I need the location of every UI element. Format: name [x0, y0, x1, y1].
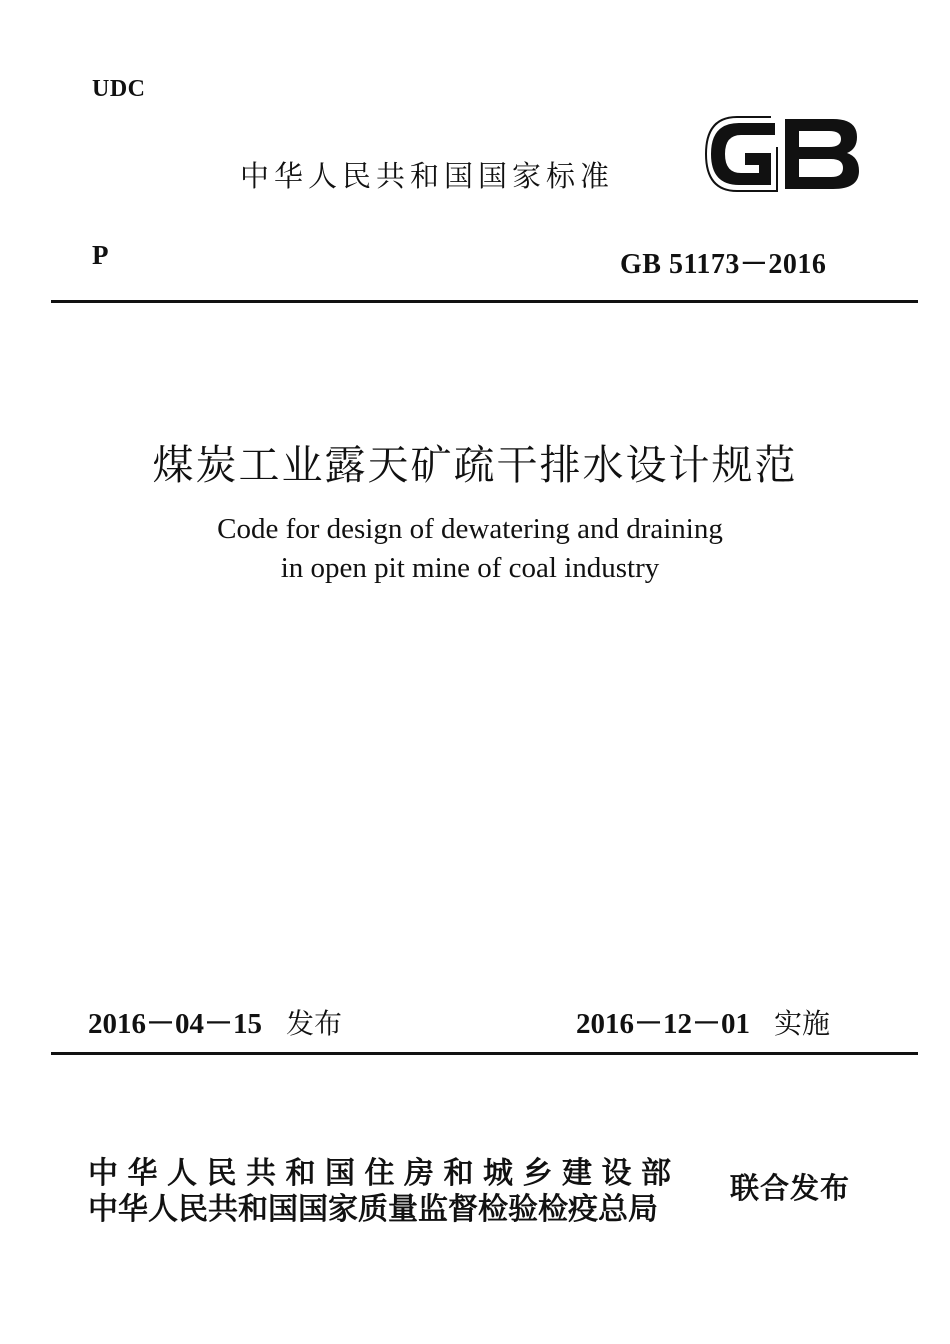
issuer-quality-administration: 中华人民共和国国家质量监督检验检疫总局 — [88, 1192, 658, 1227]
issue-date: 2016－04－15 — [88, 1008, 263, 1040]
standard-number: GB 51173－2016 — [620, 249, 827, 280]
issue-label: 发布 — [286, 1007, 343, 1040]
title-english-line-2: in open pit mine of coal industry — [280, 552, 660, 584]
joint-issue-label: 联合发布 — [730, 1171, 851, 1205]
national-standard-heading: 中华人民共和国国家标准 — [240, 159, 615, 193]
title-english — [120, 510, 820, 588]
gb-logo-icon — [705, 113, 860, 195]
issue-date-block — [88, 1001, 342, 1042]
effective-label: 实施 — [774, 1007, 831, 1040]
issuer-ministry-housing: 中华人民共和国住房和城乡建设部 — [88, 1156, 681, 1191]
effective-date-block — [576, 1001, 830, 1042]
bottom-rule — [51, 1052, 918, 1055]
title-chinese: 煤炭工业露天矿疏干排水设计规范 — [152, 441, 798, 489]
udc-label: UDC — [92, 76, 146, 102]
category-code: P — [92, 240, 109, 270]
title-english-line-1: Code for design of dewatering and draining — [217, 513, 723, 545]
effective-date: 2016－12－01 — [576, 1008, 751, 1040]
top-rule — [51, 300, 918, 303]
